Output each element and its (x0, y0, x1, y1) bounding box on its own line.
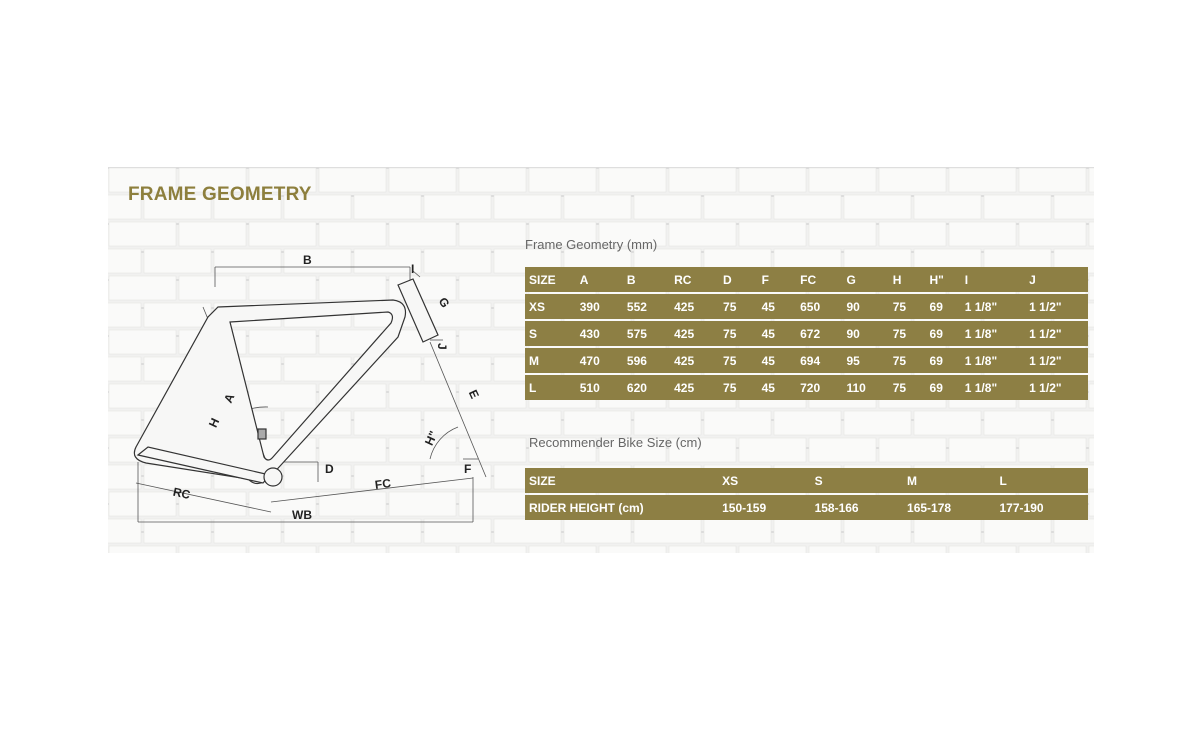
geometry-cell: 425 (670, 375, 719, 400)
geometry-cell: 650 (796, 294, 842, 319)
recommended-header-cell: XS (718, 468, 810, 493)
recommended-cell: 150-159 (718, 495, 810, 520)
recommended-header-row (525, 468, 1088, 493)
recommended-header-cell: S (811, 468, 903, 493)
geometry-row (525, 294, 1088, 319)
geometry-cell: 1 1/8" (961, 375, 1025, 400)
label-i: I (411, 262, 415, 276)
geometry-cell: 430 (576, 321, 623, 346)
geometry-cell: 75 (889, 375, 926, 400)
recommended-header-cell: M (903, 468, 995, 493)
recommended-header-cell: SIZE (525, 468, 718, 493)
geometry-cell: 110 (842, 375, 888, 400)
geometry-cell: 90 (842, 321, 888, 346)
geometry-cell: 575 (623, 321, 670, 346)
label-fc: FC (374, 476, 392, 492)
geometry-header-cell: H" (926, 267, 961, 292)
geometry-cell: 75 (719, 294, 758, 319)
geometry-cell: 1 1/2" (1025, 294, 1088, 319)
label-b: B (303, 253, 312, 267)
geometry-table (525, 265, 1088, 402)
geometry-row (525, 321, 1088, 346)
geometry-cell: 75 (889, 294, 926, 319)
geometry-cell: 390 (576, 294, 623, 319)
geometry-cell: 45 (758, 321, 797, 346)
geometry-cell: 75 (889, 321, 926, 346)
geometry-row (525, 348, 1088, 373)
geometry-header-row (525, 267, 1088, 292)
label-a: A (221, 391, 238, 406)
geometry-cell: 75 (719, 321, 758, 346)
label-g: G (435, 295, 453, 311)
geometry-cell: 95 (842, 348, 888, 373)
geometry-cell: 425 (670, 294, 719, 319)
geometry-cell: 1 1/8" (961, 321, 1025, 346)
label-f: F (464, 462, 472, 476)
geometry-header-cell: J (1025, 267, 1088, 292)
recommended-row (525, 495, 1088, 520)
label-rc: RC (171, 484, 192, 502)
geometry-row (525, 375, 1088, 400)
geometry-cell: M (525, 348, 576, 373)
geometry-cell: L (525, 375, 576, 400)
geometry-cell: 1 1/2" (1025, 348, 1088, 373)
geometry-cell: 620 (623, 375, 670, 400)
recommended-header-cell: L (996, 468, 1089, 493)
geometry-cell: 45 (758, 294, 797, 319)
label-j: J (435, 343, 449, 350)
geometry-header-cell: H (889, 267, 926, 292)
label-d: D (325, 462, 334, 476)
geometry-cell: 75 (719, 375, 758, 400)
geometry-cell: 45 (758, 348, 797, 373)
geometry-cell: 69 (926, 321, 961, 346)
recommended-cell: 165-178 (903, 495, 995, 520)
geometry-header-cell: B (623, 267, 670, 292)
recommended-cell: 177-190 (996, 495, 1089, 520)
geometry-cell: XS (525, 294, 576, 319)
page-title: FRAME GEOMETRY (128, 184, 312, 205)
geometry-header-cell: FC (796, 267, 842, 292)
geometry-cell: 1 1/8" (961, 294, 1025, 319)
geometry-cell: 1 1/2" (1025, 321, 1088, 346)
geometry-caption: Frame Geometry (mm) (525, 237, 658, 252)
geometry-cell: 75 (719, 348, 758, 373)
geometry-cell: 596 (623, 348, 670, 373)
geometry-header-cell: SIZE (525, 267, 576, 292)
geometry-cell: 720 (796, 375, 842, 400)
geometry-cell: 425 (670, 348, 719, 373)
geometry-cell: 510 (576, 375, 623, 400)
geometry-cell: 694 (796, 348, 842, 373)
geometry-header-cell: RC (670, 267, 719, 292)
geometry-cell: S (525, 321, 576, 346)
frame-diagram (108, 167, 508, 553)
geometry-cell: 69 (926, 348, 961, 373)
geometry-cell: 45 (758, 375, 797, 400)
geometry-panel (108, 167, 1094, 553)
label-h-double: H" (421, 428, 441, 448)
label-e: E (465, 387, 482, 401)
geometry-cell: 69 (926, 294, 961, 319)
geometry-cell: 1 1/8" (961, 348, 1025, 373)
geometry-header-cell: F (758, 267, 797, 292)
recommended-caption: Recommender Bike Size (cm) (529, 435, 702, 450)
geometry-header-cell: A (576, 267, 623, 292)
recommended-size-table (525, 466, 1088, 522)
geometry-header-cell: G (842, 267, 888, 292)
bike-frame (134, 279, 438, 486)
geometry-cell: 672 (796, 321, 842, 346)
label-wb: WB (292, 508, 312, 522)
geometry-cell: 1 1/2" (1025, 375, 1088, 400)
label-h: H (205, 415, 223, 430)
geometry-cell: 75 (889, 348, 926, 373)
geometry-cell: 470 (576, 348, 623, 373)
geometry-cell: 69 (926, 375, 961, 400)
recommended-cell: 158-166 (811, 495, 903, 520)
geometry-cell: 425 (670, 321, 719, 346)
geometry-header-cell: D (719, 267, 758, 292)
geometry-cell: 552 (623, 294, 670, 319)
geometry-cell: 90 (842, 294, 888, 319)
geometry-header-cell: I (961, 267, 1025, 292)
recommended-cell: RIDER HEIGHT (cm) (525, 495, 718, 520)
